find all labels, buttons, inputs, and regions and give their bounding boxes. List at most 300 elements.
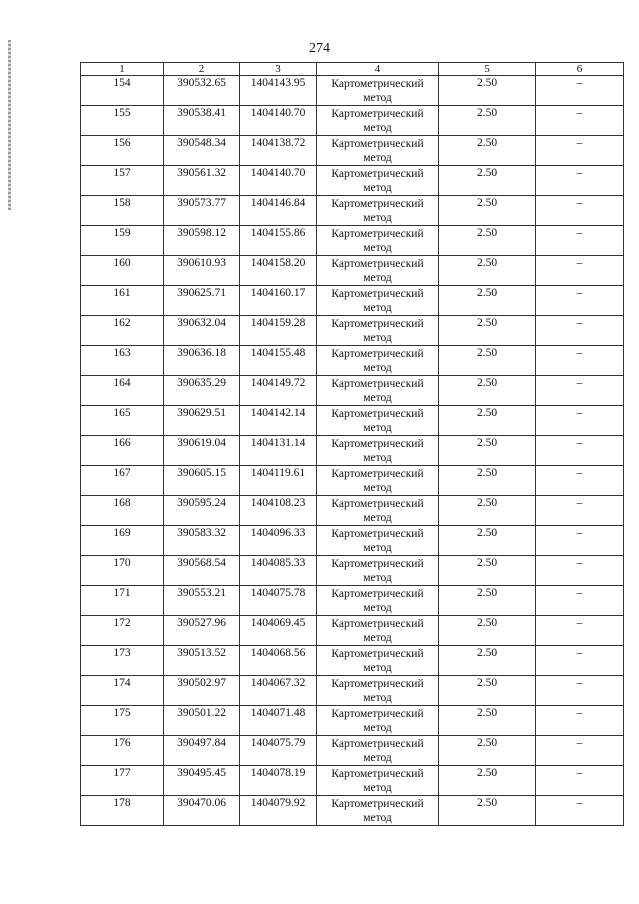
method-cell [317,526,439,556]
y-coordinate-cell-text: 1404138.72 [250,137,306,149]
x-coordinate-cell [164,646,240,676]
point-number-cell [81,286,164,316]
accuracy-cell [439,406,536,436]
accuracy-cell-text: 2.50 [476,497,498,509]
accuracy-cell-text: 2.50 [476,197,498,209]
table-row [81,556,624,586]
x-coordinate-cell [164,766,240,796]
accuracy-cell [439,226,536,256]
table-row [81,316,624,346]
accuracy-cell [439,256,536,286]
method-cell-text: Картометрический метод [331,258,424,284]
y-coordinate-cell-text: 1404067.32 [250,677,306,689]
accuracy-cell-text: 2.50 [476,137,498,149]
point-number-cell-text: 159 [113,227,131,239]
table-row [81,496,624,526]
table-row [81,466,624,496]
point-number-cell-text: 172 [113,617,131,629]
point-number-cell-text: 161 [113,287,131,299]
method-cell-text: Картометрический метод [331,558,424,584]
note-cell [536,256,624,286]
point-number-cell [81,436,164,466]
method-cell [317,496,439,526]
method-cell-text: Картометрический метод [331,348,424,374]
y-coordinate-cell [240,736,317,766]
accuracy-cell [439,556,536,586]
note-cell [536,286,624,316]
point-number-cell-text: 165 [113,407,131,419]
accuracy-cell-text: 2.50 [476,437,498,449]
accuracy-cell [439,466,536,496]
point-number-cell-text: 154 [113,77,131,89]
accuracy-cell [439,196,536,226]
header-cell-6: 6 [536,63,624,76]
table-row [81,286,624,316]
method-cell-text: Картометрический метод [331,768,424,794]
y-coordinate-cell [240,196,317,226]
table-row [81,256,624,286]
note-cell-text: – [576,377,583,389]
note-cell-text: – [576,287,583,299]
note-cell [536,376,624,406]
table-row [81,706,624,736]
note-cell [536,226,624,256]
x-coordinate-cell-text: 390595.24 [177,497,226,509]
x-coordinate-cell-text: 390629.51 [177,407,226,419]
method-cell-text: Картометрический метод [331,618,424,644]
y-coordinate-cell-text: 1404068.56 [250,647,306,659]
method-cell [317,316,439,346]
point-number-cell [81,466,164,496]
y-coordinate-cell-text: 1404119.61 [250,467,306,479]
note-cell [536,496,624,526]
table-row [81,76,624,106]
y-coordinate-cell [240,796,317,826]
point-number-cell-text: 163 [113,347,131,359]
table-row [81,226,624,256]
y-coordinate-cell-text: 1404131.14 [250,437,306,449]
table-row [81,616,624,646]
method-cell-text: Картометрический метод [331,588,424,614]
point-number-cell [81,136,164,166]
y-coordinate-cell [240,226,317,256]
x-coordinate-cell [164,406,240,436]
y-coordinate-cell-text: 1404096.33 [250,527,306,539]
accuracy-cell-text: 2.50 [476,317,498,329]
x-coordinate-cell [164,436,240,466]
y-coordinate-cell [240,106,317,136]
x-coordinate-cell-text: 390497.84 [177,737,226,749]
header-cell-3: 3 [240,63,317,76]
y-coordinate-cell [240,286,317,316]
point-number-cell [81,376,164,406]
y-coordinate-cell [240,706,317,736]
method-cell-text: Картометрический метод [331,468,424,494]
x-coordinate-cell [164,586,240,616]
x-coordinate-cell [164,526,240,556]
point-number-cell-text: 166 [113,437,131,449]
point-number-cell-text: 155 [113,107,131,119]
accuracy-cell-text: 2.50 [476,467,498,479]
note-cell [536,166,624,196]
table-row [81,106,624,136]
point-number-cell [81,256,164,286]
method-cell-text: Картометрический метод [331,798,424,824]
y-coordinate-cell-text: 1404075.79 [250,737,306,749]
x-coordinate-cell-text: 390548.34 [177,137,226,149]
point-number-cell [81,616,164,646]
table-row [81,166,624,196]
point-number-cell-text: 164 [113,377,131,389]
table-body [81,63,624,826]
point-number-cell-text: 178 [113,797,131,809]
note-cell [536,436,624,466]
accuracy-cell-text: 2.50 [476,107,498,119]
note-cell [536,676,624,706]
table-row [81,766,624,796]
x-coordinate-cell [164,76,240,106]
note-cell-text: – [576,677,583,689]
x-coordinate-cell-text: 390605.15 [177,467,226,479]
x-coordinate-cell [164,376,240,406]
note-cell [536,616,624,646]
point-number-cell [81,646,164,676]
accuracy-cell [439,646,536,676]
point-number-cell [81,766,164,796]
note-cell-text: – [576,137,583,149]
accuracy-cell-text: 2.50 [476,407,498,419]
x-coordinate-cell [164,286,240,316]
table-row [81,436,624,466]
method-cell [317,706,439,736]
note-cell [536,466,624,496]
note-cell [536,136,624,166]
table-row [81,736,624,766]
y-coordinate-cell-text: 1404085.33 [250,557,306,569]
note-cell-text: – [576,437,583,449]
accuracy-cell-text: 2.50 [476,587,498,599]
x-coordinate-cell-text: 390619.04 [177,437,226,449]
y-coordinate-cell [240,316,317,346]
table-row [81,646,624,676]
y-coordinate-cell-text: 1404142.14 [250,407,306,419]
table-row [81,136,624,166]
point-number-cell [81,796,164,826]
x-coordinate-cell-text: 390495.45 [177,767,226,779]
point-number-cell-text: 167 [113,467,131,479]
point-number-cell [81,526,164,556]
method-cell [317,616,439,646]
header-cell-2: 2 [164,63,240,76]
accuracy-cell [439,796,536,826]
accuracy-cell [439,706,536,736]
y-coordinate-cell-text: 1404140.70 [250,107,306,119]
table-row [81,346,624,376]
x-coordinate-cell-text: 390501.22 [177,707,226,719]
y-coordinate-cell-text: 1404078.19 [250,767,306,779]
y-coordinate-cell-text: 1404108.23 [250,497,306,509]
note-cell [536,646,624,676]
accuracy-cell-text: 2.50 [476,227,498,239]
note-cell [536,346,624,376]
y-coordinate-cell [240,646,317,676]
method-cell-text: Картометрический метод [331,498,424,524]
method-cell-text: Картометрический метод [331,378,424,404]
note-cell [536,406,624,436]
accuracy-cell-text: 2.50 [476,77,498,89]
accuracy-cell-text: 2.50 [476,737,498,749]
table-row [81,676,624,706]
point-number-cell [81,676,164,706]
point-number-cell-text: 156 [113,137,131,149]
method-cell [317,556,439,586]
method-cell [317,136,439,166]
method-cell [317,676,439,706]
accuracy-cell-text: 2.50 [476,347,498,359]
x-coordinate-cell-text: 390632.04 [177,317,226,329]
y-coordinate-cell-text: 1404071.48 [250,707,306,719]
x-coordinate-cell [164,736,240,766]
x-coordinate-cell [164,106,240,136]
note-cell [536,586,624,616]
method-cell [317,256,439,286]
method-cell [317,466,439,496]
x-coordinate-cell-text: 390625.71 [177,287,226,299]
y-coordinate-cell [240,346,317,376]
note-cell-text: – [576,767,583,779]
note-cell [536,766,624,796]
accuracy-cell-text: 2.50 [476,377,498,389]
note-cell-text: – [576,347,583,359]
note-cell [536,106,624,136]
y-coordinate-cell-text: 1404069.45 [250,617,306,629]
accuracy-cell-text: 2.50 [476,167,498,179]
note-cell-text: – [576,107,583,119]
accuracy-cell [439,586,536,616]
accuracy-cell [439,286,536,316]
x-coordinate-cell [164,616,240,646]
x-coordinate-cell [164,196,240,226]
table-row [81,586,624,616]
method-cell-text: Картометрический метод [331,318,424,344]
point-number-cell [81,226,164,256]
x-coordinate-cell [164,556,240,586]
method-cell-text: Картометрический метод [331,228,424,254]
note-cell [536,196,624,226]
point-number-cell-text: 162 [113,317,131,329]
accuracy-cell [439,106,536,136]
point-number-cell [81,346,164,376]
table-header-row [81,63,624,76]
x-coordinate-cell [164,796,240,826]
accuracy-cell-text: 2.50 [476,797,498,809]
point-number-cell-text: 176 [113,737,131,749]
method-cell-text: Картометрический метод [331,678,424,704]
y-coordinate-cell-text: 1404079.92 [250,797,306,809]
table-row [81,796,624,826]
point-number-cell [81,196,164,226]
y-coordinate-cell [240,376,317,406]
method-cell [317,436,439,466]
note-cell-text: – [576,197,583,209]
method-cell [317,346,439,376]
note-cell [536,526,624,556]
point-number-cell [81,736,164,766]
method-cell-text: Картометрический метод [331,648,424,674]
accuracy-cell-text: 2.50 [476,677,498,689]
y-coordinate-cell [240,436,317,466]
accuracy-cell [439,316,536,346]
y-coordinate-cell [240,76,317,106]
note-cell [536,736,624,766]
method-cell-text: Картометрический метод [331,408,424,434]
table-row [81,406,624,436]
accuracy-cell [439,766,536,796]
accuracy-cell-text: 2.50 [476,287,498,299]
y-coordinate-cell [240,256,317,286]
method-cell [317,736,439,766]
accuracy-cell [439,496,536,526]
x-coordinate-cell-text: 390568.54 [177,557,226,569]
x-coordinate-cell-text: 390532.65 [177,77,226,89]
accuracy-cell [439,526,536,556]
method-cell [317,106,439,136]
point-number-cell [81,76,164,106]
accuracy-cell-text: 2.50 [476,647,498,659]
method-cell-text: Картометрический метод [331,198,424,224]
y-coordinate-cell-text: 1404140.70 [250,167,306,179]
x-coordinate-cell-text: 390502.97 [177,677,226,689]
accuracy-cell-text: 2.50 [476,617,498,629]
note-cell-text: – [576,77,583,89]
method-cell [317,196,439,226]
method-cell [317,646,439,676]
x-coordinate-cell-text: 390553.21 [177,587,226,599]
table-row [81,526,624,556]
y-coordinate-cell-text: 1404159.28 [250,317,306,329]
x-coordinate-cell [164,316,240,346]
method-cell-text: Картометрический метод [331,168,424,194]
method-cell [317,166,439,196]
y-coordinate-cell [240,556,317,586]
y-coordinate-cell [240,406,317,436]
y-coordinate-cell-text: 1404143.95 [250,77,306,89]
note-cell-text: – [576,227,583,239]
accuracy-cell [439,76,536,106]
x-coordinate-cell-text: 390513.52 [177,647,226,659]
y-coordinate-cell-text: 1404155.86 [250,227,306,239]
point-number-cell [81,106,164,136]
y-coordinate-cell [240,616,317,646]
note-cell-text: – [576,797,583,809]
method-cell-text: Картометрический метод [331,738,424,764]
header-cell-5: 5 [439,63,536,76]
point-number-cell [81,586,164,616]
note-cell [536,706,624,736]
note-cell [536,556,624,586]
note-cell-text: – [576,707,583,719]
y-coordinate-cell [240,766,317,796]
x-coordinate-cell [164,226,240,256]
method-cell-text: Картометрический метод [331,108,424,134]
y-coordinate-cell-text: 1404075.78 [250,587,306,599]
y-coordinate-cell-text: 1404146.84 [250,197,306,209]
y-coordinate-cell [240,586,317,616]
method-cell [317,406,439,436]
y-coordinate-cell [240,166,317,196]
note-cell [536,796,624,826]
method-cell [317,586,439,616]
point-number-cell [81,406,164,436]
note-cell-text: – [576,587,583,599]
accuracy-cell-text: 2.50 [476,767,498,779]
note-cell-text: – [576,467,583,479]
table-row [81,196,624,226]
y-coordinate-cell [240,466,317,496]
x-coordinate-cell-text: 390527.96 [177,617,226,629]
method-cell [317,376,439,406]
x-coordinate-cell-text: 390538.41 [177,107,226,119]
method-cell [317,286,439,316]
accuracy-cell-text: 2.50 [476,527,498,539]
point-number-cell-text: 169 [113,527,131,539]
point-number-cell-text: 171 [113,587,131,599]
point-number-cell-text: 175 [113,707,131,719]
y-coordinate-cell [240,496,317,526]
method-cell [317,796,439,826]
point-number-cell-text: 177 [113,767,131,779]
x-coordinate-cell-text: 390610.93 [177,257,226,269]
y-coordinate-cell-text: 1404149.72 [250,377,306,389]
method-cell-text: Картометрический метод [331,708,424,734]
accuracy-cell [439,736,536,766]
point-number-cell-text: 157 [113,167,131,179]
method-cell-text: Картометрический метод [331,528,424,554]
x-coordinate-cell-text: 390573.77 [177,197,226,209]
coordinates-table [80,62,624,826]
accuracy-cell [439,376,536,406]
note-cell [536,76,624,106]
x-coordinate-cell [164,136,240,166]
x-coordinate-cell [164,466,240,496]
point-number-cell-text: 174 [113,677,131,689]
note-cell-text: – [576,527,583,539]
accuracy-cell [439,676,536,706]
point-number-cell-text: 173 [113,647,131,659]
point-number-cell [81,166,164,196]
note-cell-text: – [576,257,583,269]
scan-edge-mark [8,40,11,210]
x-coordinate-cell-text: 390470.06 [177,797,226,809]
method-cell [317,76,439,106]
x-coordinate-cell [164,676,240,706]
table-row [81,376,624,406]
accuracy-cell [439,166,536,196]
method-cell-text: Картометрический метод [331,78,424,104]
point-number-cell-text: 168 [113,497,131,509]
x-coordinate-cell-text: 390636.18 [177,347,226,359]
point-number-cell [81,556,164,586]
header-cell-1: 1 [81,63,164,76]
accuracy-cell [439,616,536,646]
note-cell [536,316,624,346]
note-cell-text: – [576,737,583,749]
y-coordinate-cell-text: 1404155.48 [250,347,306,359]
point-number-cell [81,316,164,346]
note-cell-text: – [576,167,583,179]
x-coordinate-cell [164,166,240,196]
y-coordinate-cell [240,676,317,706]
